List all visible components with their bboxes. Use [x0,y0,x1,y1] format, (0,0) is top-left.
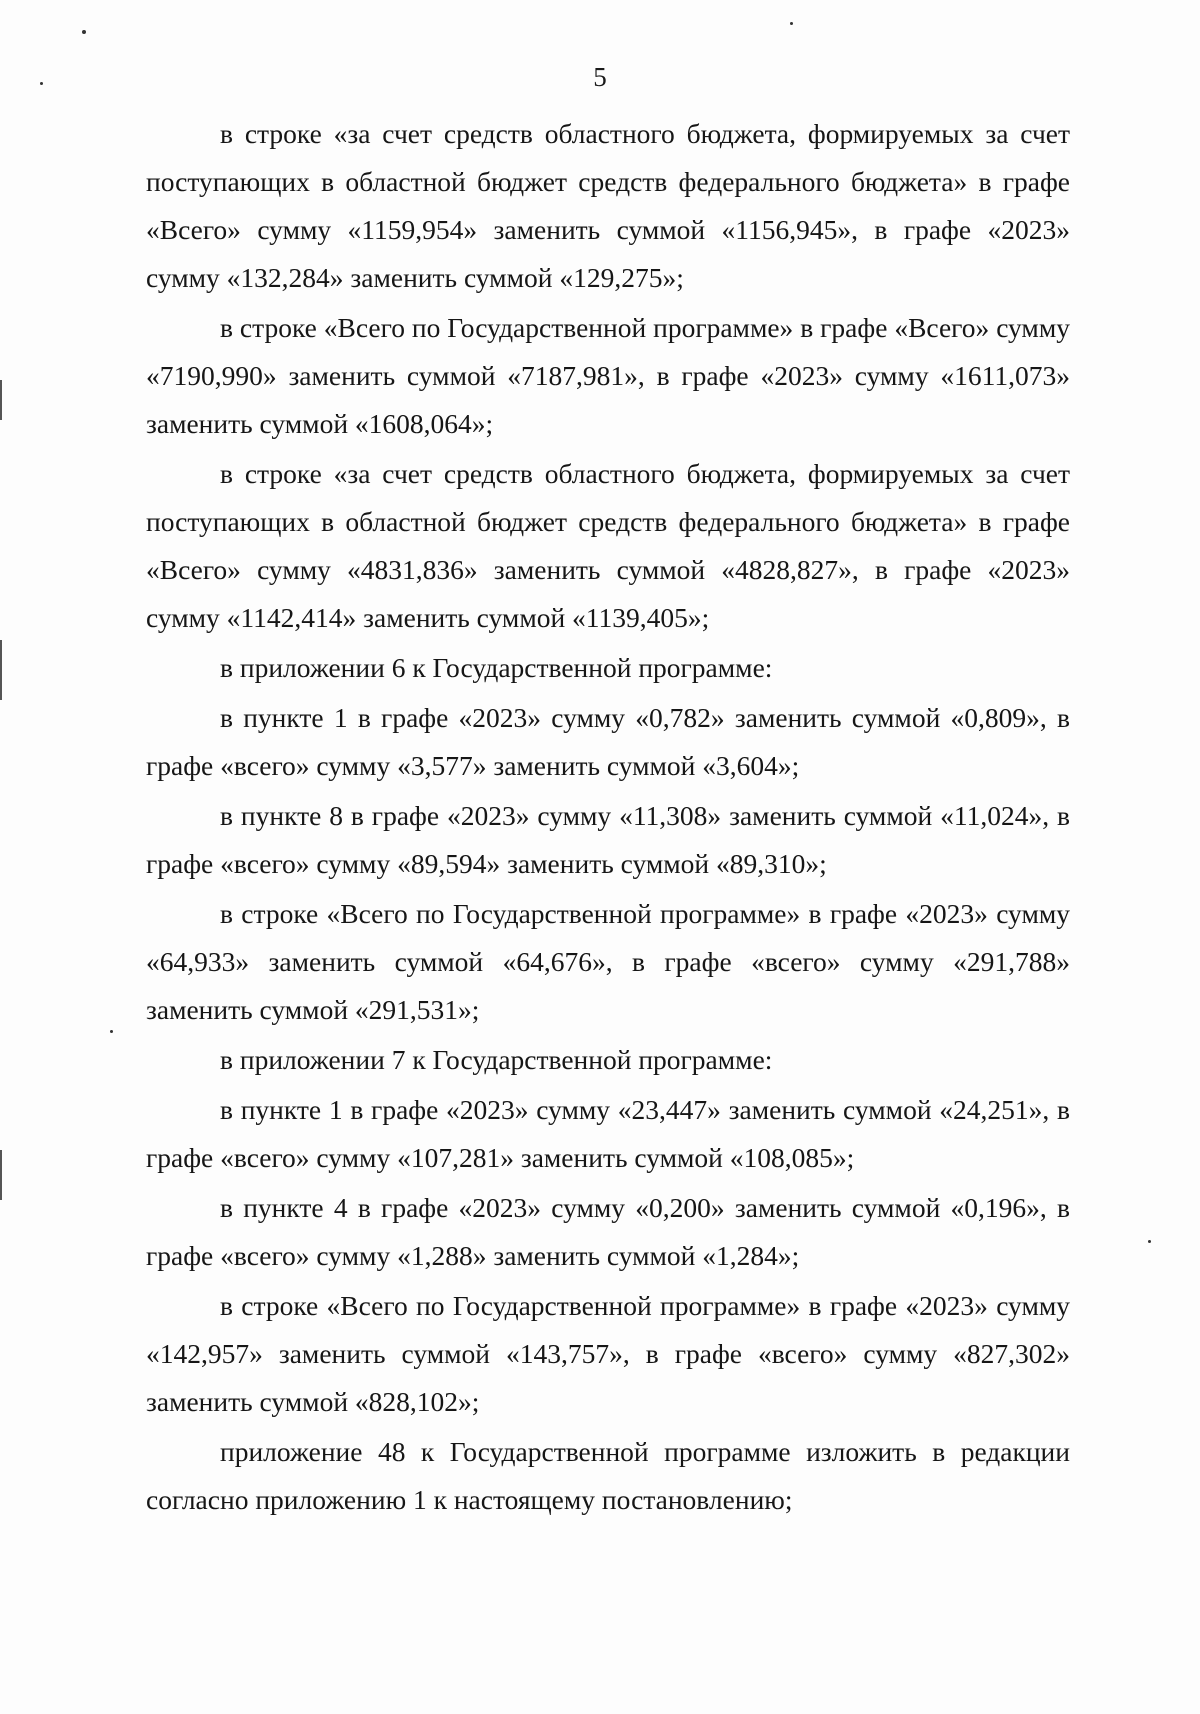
scan-speck [110,1030,113,1033]
paragraph: в пункте 1 в графе «2023» сумму «0,782» заменить суммой «0,809», в графе «всего» сумму «3,577» заменить суммой «3,604»; [146,702,1070,781]
scan-edge-mark [0,380,2,420]
scan-edge-mark [0,1150,2,1200]
paragraph: в приложении 7 к Государственной программе: [220,1044,773,1075]
scan-speck [1148,1240,1151,1243]
paragraph: приложение 48 к Государственной программе изложить в редакции согласно приложению 1 к настоящему постановлению; [146,1436,1070,1515]
document-body [146,110,1070,1526]
scan-speck [82,30,86,34]
paragraph: в строке «Всего по Государственной программе» в графе «2023» сумму «64,933» заменить суммой «64,676», в графе «всего» сумму «291,788» заменить суммой «291,531»; [146,898,1070,1025]
paragraph: в пункте 8 в графе «2023» сумму «11,308» заменить суммой «11,024», в графе «всего» сумму «89,594» заменить суммой «89,310»; [146,800,1070,879]
scan-speck [790,22,793,25]
paragraph: в пункте 4 в графе «2023» сумму «0,200» заменить суммой «0,196», в графе «всего» сумму «1,288» заменить суммой «1,284»; [146,1192,1070,1271]
paragraph: в строке «за счет средств областного бюджета, формируемых за счет поступающих в областной бюджет средств федерального бюджета» в графе «Всего» сумму «1159,954» заменить суммой «1156,945», в графе «2023» сумму «132,284» заменить суммой «129,275»; [146,118,1070,293]
scan-edge-mark [0,640,2,700]
paragraph: в строке «Всего по Государственной программе» в графе «2023» сумму «142,957» заменить суммой «143,757», в графе «всего» сумму «827,302» заменить суммой «828,102»; [146,1290,1070,1417]
paragraph: в пункте 1 в графе «2023» сумму «23,447» заменить суммой «24,251», в графе «всего» сумму «107,281» заменить суммой «108,085»; [146,1094,1070,1173]
paragraph: в строке «за счет средств областного бюджета, формируемых за счет поступающих в областной бюджет средств федерального бюджета» в графе «Всего» сумму «4831,836» заменить суммой «4828,827», в графе «2023» сумму «1142,414» заменить суммой «1139,405»; [146,458,1070,633]
paragraph: в строке «Всего по Государственной программе» в графе «Всего» сумму «7190,990» заменить суммой «7187,981», в графе «2023» сумму «1611,073» заменить суммой «1608,064»; [146,312,1070,439]
page-number: 5 [593,62,607,92]
paragraph: в приложении 6 к Государственной программе: [220,652,773,683]
